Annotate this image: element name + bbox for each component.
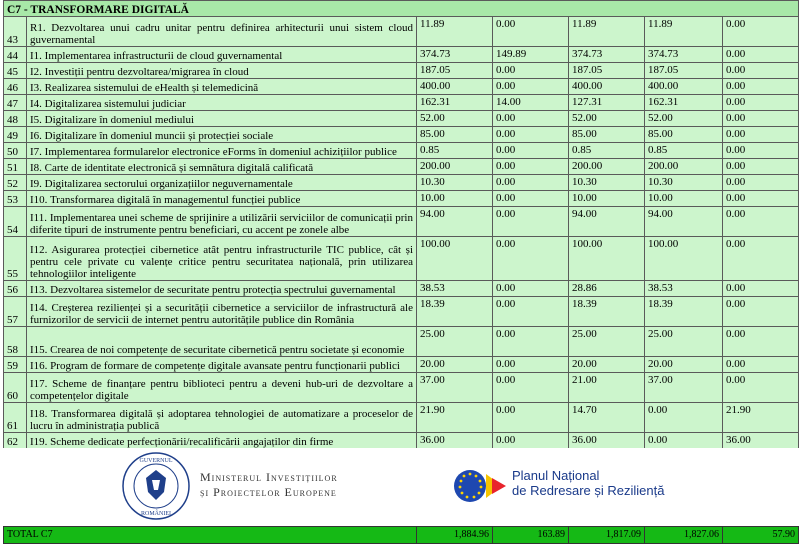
row-value-4: 10.30 <box>645 175 723 191</box>
row-value-1: 11.89 <box>417 17 493 47</box>
row-value-1: 100.00 <box>417 237 493 281</box>
row-value-2: 0.00 <box>493 297 569 327</box>
table-row <box>4 297 799 327</box>
row-value-3: 11.89 <box>569 17 645 47</box>
row-value-4: 187.05 <box>645 63 723 79</box>
row-value-3: 14.70 <box>569 403 645 433</box>
row-number: 44 <box>4 47 27 63</box>
row-value-1: 85.00 <box>417 127 493 143</box>
row-value-3: 21.00 <box>569 373 645 403</box>
total-row <box>3 526 798 544</box>
row-description: I4. Digitalizarea sistemului judiciar <box>27 95 417 111</box>
row-value-5: 0.00 <box>723 63 799 79</box>
row-number: 51 <box>4 159 27 175</box>
row-value-4: 0.85 <box>645 143 723 159</box>
component-title: C7 - TRANSFORMARE DIGITALĂ <box>4 1 799 17</box>
row-value-2: 14.00 <box>493 95 569 111</box>
row-value-3: 100.00 <box>569 237 645 281</box>
total-value-4: 1,827.06 <box>645 527 723 544</box>
row-number: 62 <box>4 433 27 449</box>
row-value-4: 200.00 <box>645 159 723 175</box>
table-row <box>4 79 799 95</box>
row-value-5: 0.00 <box>723 297 799 327</box>
row-value-2: 0.00 <box>493 143 569 159</box>
row-value-1: 20.00 <box>417 357 493 373</box>
row-value-5: 0.00 <box>723 281 799 297</box>
row-value-3: 200.00 <box>569 159 645 175</box>
row-value-1: 25.00 <box>417 327 493 357</box>
row-value-3: 85.00 <box>569 127 645 143</box>
row-value-4: 37.00 <box>645 373 723 403</box>
row-value-5: 0.00 <box>723 95 799 111</box>
row-value-2: 0.00 <box>493 433 569 449</box>
row-value-1: 400.00 <box>417 79 493 95</box>
row-value-2: 0.00 <box>493 63 569 79</box>
row-value-2: 0.00 <box>493 281 569 297</box>
row-number: 48 <box>4 111 27 127</box>
row-description: I13. Dezvoltarea sistemelor de securitate pentru protecția spectrului guvernamental <box>27 281 417 297</box>
row-description: I8. Carte de identitate electronică și semnătura digitală calificată <box>27 159 417 175</box>
row-value-3: 187.05 <box>569 63 645 79</box>
table-row <box>4 127 799 143</box>
row-value-1: 21.90 <box>417 403 493 433</box>
row-value-1: 200.00 <box>417 159 493 175</box>
table-row <box>4 281 799 297</box>
row-value-1: 0.85 <box>417 143 493 159</box>
svg-text:GUVERNUL: GUVERNUL <box>139 458 173 464</box>
row-value-4: 94.00 <box>645 207 723 237</box>
row-value-2: 0.00 <box>493 327 569 357</box>
row-description: I11. Implementarea unei scheme de sprijinire a utilizării serviciilor de comunicații prin diferite tipuri de instrumente pentru beneficiari, cu accent pe zonele albe <box>27 207 417 237</box>
row-value-4: 20.00 <box>645 357 723 373</box>
row-value-1: 374.73 <box>417 47 493 63</box>
row-description: I19. Scheme dedicate perfecționării/recalificării angajaților din firme <box>27 433 417 449</box>
row-value-2: 0.00 <box>493 207 569 237</box>
row-value-1: 38.53 <box>417 281 493 297</box>
row-description: I18. Transformarea digitală și adoptarea tehnologiei de automatizare a proceselor de lucru în administrația publică <box>27 403 417 433</box>
pnrr-line-1: Planul Național <box>512 468 600 483</box>
row-value-5: 0.00 <box>723 357 799 373</box>
row-value-5: 0.00 <box>723 111 799 127</box>
row-value-2: 149.89 <box>493 47 569 63</box>
table-row <box>4 111 799 127</box>
table-row <box>4 433 799 449</box>
total-value-2: 163.89 <box>493 527 569 544</box>
row-description: I16. Program de formare de competențe digitale avansate pentru funcționarii publici <box>27 357 417 373</box>
row-number: 61 <box>4 403 27 433</box>
table-row <box>4 17 799 47</box>
row-value-5: 0.00 <box>723 127 799 143</box>
row-value-3: 28.86 <box>569 281 645 297</box>
row-description: I6. Digitalizare în domeniul muncii și protecției sociale <box>27 127 417 143</box>
ministry-line-2: și Proiectelor Europene <box>200 485 337 499</box>
row-value-2: 0.00 <box>493 175 569 191</box>
table-row <box>4 143 799 159</box>
pnrr-name <box>512 468 664 498</box>
row-number: 53 <box>4 191 27 207</box>
row-number: 56 <box>4 281 27 297</box>
row-value-3: 0.85 <box>569 143 645 159</box>
row-number: 46 <box>4 79 27 95</box>
row-value-4: 25.00 <box>645 327 723 357</box>
table-row <box>4 191 799 207</box>
table-row <box>4 327 799 357</box>
row-description: I17. Scheme de finanțare pentru biblioteci pentru a deveni hub-uri de dezvoltare a competențelor digitale <box>27 373 417 403</box>
row-value-3: 374.73 <box>569 47 645 63</box>
row-value-4: 85.00 <box>645 127 723 143</box>
row-description: I9. Digitalizarea sectorului organizațiilor neguvernamentale <box>27 175 417 191</box>
row-number: 52 <box>4 175 27 191</box>
row-description: R1. Dezvoltarea unui cadru unitar pentru definirea arhitecturii unui sistem cloud guvernamental <box>27 17 417 47</box>
budget-table <box>3 0 799 449</box>
row-value-5: 36.00 <box>723 433 799 449</box>
row-value-4: 0.00 <box>645 403 723 433</box>
table-row <box>4 237 799 281</box>
row-value-4: 162.31 <box>645 95 723 111</box>
row-value-4: 52.00 <box>645 111 723 127</box>
row-value-3: 20.00 <box>569 357 645 373</box>
row-value-4: 374.73 <box>645 47 723 63</box>
row-value-2: 0.00 <box>493 191 569 207</box>
row-value-4: 0.00 <box>645 433 723 449</box>
row-value-1: 18.39 <box>417 297 493 327</box>
row-value-1: 10.30 <box>417 175 493 191</box>
row-value-5: 0.00 <box>723 373 799 403</box>
row-description: I2. Investiții pentru dezvoltarea/migrarea în cloud <box>27 63 417 79</box>
row-value-5: 0.00 <box>723 175 799 191</box>
row-value-4: 18.39 <box>645 297 723 327</box>
logos-footer <box>0 448 800 526</box>
svg-text:ROMÂNIEI: ROMÂNIEI <box>141 511 171 517</box>
total-value-5: 57.90 <box>723 527 799 544</box>
row-number: 47 <box>4 95 27 111</box>
row-value-4: 38.53 <box>645 281 723 297</box>
row-number: 45 <box>4 63 27 79</box>
table-row <box>4 175 799 191</box>
row-value-5: 0.00 <box>723 79 799 95</box>
row-value-2: 0.00 <box>493 357 569 373</box>
row-value-3: 127.31 <box>569 95 645 111</box>
row-value-3: 18.39 <box>569 297 645 327</box>
row-description: I15. Crearea de noi competențe de securitate cibernetică pentru societate și economie <box>27 327 417 357</box>
row-value-5: 0.00 <box>723 207 799 237</box>
table-row <box>4 159 799 175</box>
total-value-1: 1,884.96 <box>417 527 493 544</box>
row-value-3: 10.30 <box>569 175 645 191</box>
row-value-2: 0.00 <box>493 159 569 175</box>
row-value-1: 36.00 <box>417 433 493 449</box>
row-value-4: 100.00 <box>645 237 723 281</box>
row-description: I14. Creșterea rezilienței și a securității cibernetice a serviciilor de infrastructură ale furnizorilor de servicii de internet pentru autoritățile publice din România <box>27 297 417 327</box>
row-number: 54 <box>4 207 27 237</box>
row-value-2: 0.00 <box>493 111 569 127</box>
total-value-3: 1,817.09 <box>569 527 645 544</box>
row-value-1: 162.31 <box>417 95 493 111</box>
row-value-5: 0.00 <box>723 143 799 159</box>
total-label: TOTAL C7 <box>4 527 417 544</box>
table-row <box>4 357 799 373</box>
row-value-3: 10.00 <box>569 191 645 207</box>
component-header-row <box>4 1 799 17</box>
table-row <box>4 373 799 403</box>
row-value-3: 25.00 <box>569 327 645 357</box>
row-value-2: 0.00 <box>493 403 569 433</box>
row-value-3: 36.00 <box>569 433 645 449</box>
pnrr-logo-icon <box>448 464 508 508</box>
table-row <box>4 403 799 433</box>
row-number: 59 <box>4 357 27 373</box>
row-description: I12. Asigurarea protecției cibernetice atât pentru infrastructurile TIC publice, cât și pentru cele private cu valențe critice pentru securitatea națională, prin utilizarea tehnologiilor inteligente <box>27 237 417 281</box>
table-row <box>4 207 799 237</box>
row-value-3: 52.00 <box>569 111 645 127</box>
ministry-name <box>200 470 338 500</box>
row-value-4: 11.89 <box>645 17 723 47</box>
row-number: 57 <box>4 297 27 327</box>
row-description: I1. Implementarea infrastructurii de cloud guvernamental <box>27 47 417 63</box>
budget-table-wrapper <box>3 0 798 449</box>
row-number: 55 <box>4 237 27 281</box>
row-description: I3. Realizarea sistemului de eHealth și telemedicină <box>27 79 417 95</box>
row-number: 58 <box>4 327 27 357</box>
row-value-3: 94.00 <box>569 207 645 237</box>
row-value-1: 37.00 <box>417 373 493 403</box>
total-table <box>3 526 799 544</box>
row-number: 49 <box>4 127 27 143</box>
row-value-5: 0.00 <box>723 17 799 47</box>
row-value-5: 0.00 <box>723 191 799 207</box>
row-value-5: 21.90 <box>723 403 799 433</box>
ministry-line-1: Ministerul Investițiilor <box>200 470 338 484</box>
government-seal-icon <box>122 452 190 520</box>
table-row <box>4 63 799 79</box>
row-value-2: 0.00 <box>493 17 569 47</box>
row-value-4: 10.00 <box>645 191 723 207</box>
row-description: I7. Implementarea formularelor electronice eForms în domeniul achizițiilor publice <box>27 143 417 159</box>
row-value-5: 0.00 <box>723 237 799 281</box>
row-value-3: 400.00 <box>569 79 645 95</box>
row-value-2: 0.00 <box>493 373 569 403</box>
row-number: 43 <box>4 17 27 47</box>
row-description: I5. Digitalizare în domeniul mediului <box>27 111 417 127</box>
row-description: I10. Transformarea digitală în managementul funcției publice <box>27 191 417 207</box>
row-value-5: 0.00 <box>723 47 799 63</box>
row-value-2: 0.00 <box>493 127 569 143</box>
row-value-1: 94.00 <box>417 207 493 237</box>
row-value-2: 0.00 <box>493 79 569 95</box>
row-value-5: 0.00 <box>723 327 799 357</box>
row-number: 60 <box>4 373 27 403</box>
row-value-1: 10.00 <box>417 191 493 207</box>
row-number: 50 <box>4 143 27 159</box>
row-value-1: 187.05 <box>417 63 493 79</box>
table-row <box>4 95 799 111</box>
row-value-2: 0.00 <box>493 237 569 281</box>
table-row <box>4 47 799 63</box>
row-value-4: 400.00 <box>645 79 723 95</box>
row-value-5: 0.00 <box>723 159 799 175</box>
pnrr-line-2: de Redresare și Reziliență <box>512 483 665 498</box>
row-value-1: 52.00 <box>417 111 493 127</box>
